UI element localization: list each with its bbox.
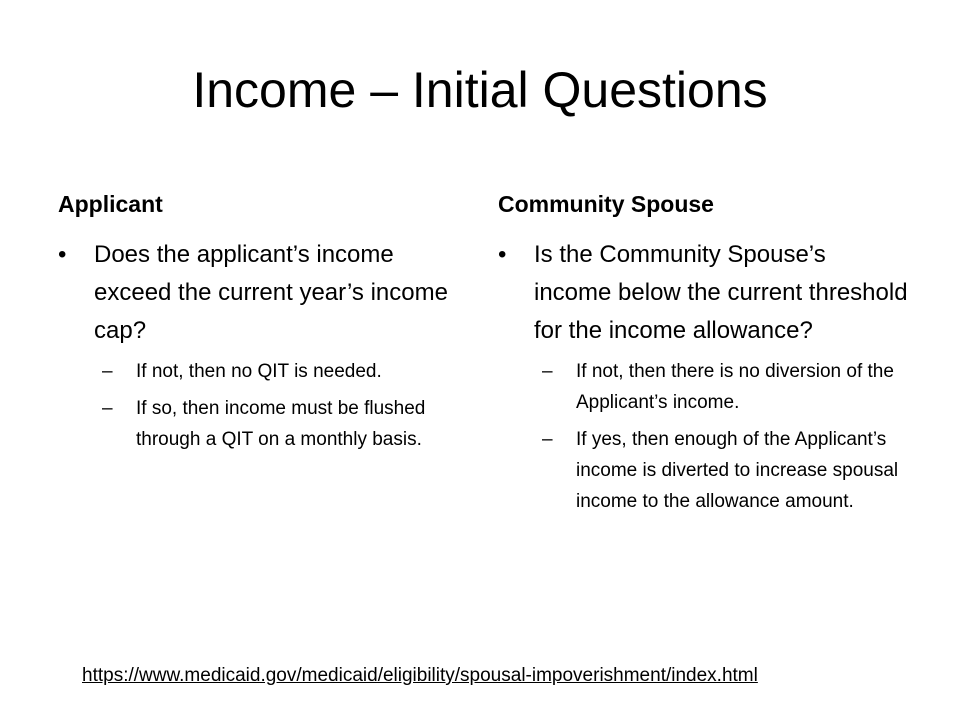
community-spouse-sub-item-text: If yes, then enough of the Applicant’s income is diverted to increase spousal income to the allowance amount. [576,429,899,512]
community-spouse-question: Is the Community Spouse’s income below the current threshold for the income allowance? [534,241,908,344]
applicant-sub-item-text: If not, then no QIT is needed. [136,361,382,382]
dash-icon: – [102,361,113,382]
slide-title: Income – Initial Questions [192,62,768,118]
community-spouse-sub-item [534,356,908,418]
applicant-column [58,186,468,461]
community-spouse-sub-list [534,356,908,517]
applicant-sub-item-text: If so, then income must be flushed through a QIT on a monthly basis. [136,398,426,450]
community-spouse-bullet-item [498,236,908,517]
dash-icon: – [102,398,113,419]
community-spouse-bullet-list [498,236,908,517]
medicaid-reference-link[interactable]: https://www.medicaid.gov/medicaid/eligibility/spousal-impoverishment/index.html [82,665,758,686]
applicant-sub-item [94,356,468,387]
applicant-bullet-list [58,236,468,455]
applicant-heading: Applicant [58,191,163,217]
applicant-sub-item [94,393,468,455]
bullet-icon: • [58,241,67,268]
community-spouse-column [498,186,908,523]
dash-icon: – [542,361,553,382]
bullet-icon: • [498,241,507,268]
applicant-bullet-item [58,236,468,455]
community-spouse-sub-item [534,424,908,517]
dash-icon: – [542,429,553,450]
applicant-question: Does the applicant’s income exceed the current year’s income cap? [94,241,448,344]
community-spouse-sub-item-text: If not, then there is no diversion of the Applicant’s income. [576,361,894,413]
applicant-sub-list [94,356,468,455]
community-spouse-heading: Community Spouse [498,191,714,217]
